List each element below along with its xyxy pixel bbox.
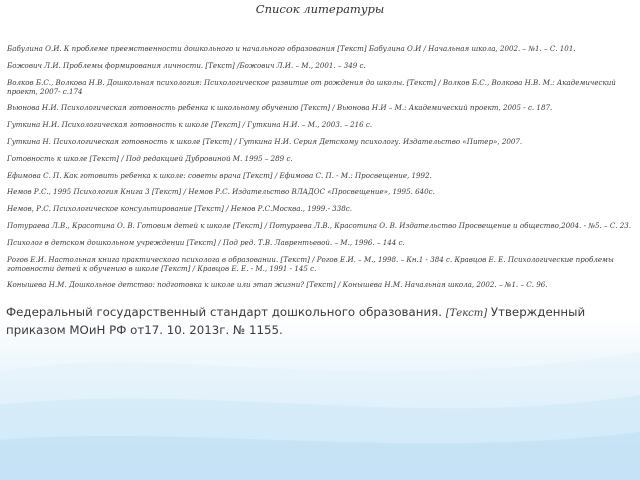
reference-item: Божович Л.И. Проблемы формирования личности. [Текст] /Божович Л.И. – М., 2001. – 349 с. [7, 60, 366, 70]
reference-item: Психолог в детском дошкольном учреждении [Текст] / Под ред. Т.В. Лаврентьевой. – М., 1996. – 144 с. [7, 237, 405, 247]
reference-item: Гуткина Н. Психологическая готовность к школе [Текст] / Гуткина Н.И. Серия Детскому психологу. Издательство «Питер», 2007. [7, 136, 523, 146]
reference-item: Готовность к школе [Текст] / Под редакцией Дубровиной М. 1995 – 289 с. [7, 153, 293, 163]
reference-item: Волков Б.С., Волкова Н.В. Дошкольная психология: Психологическое развитие от рождения до школы. [Текст] / Волков Б.С., Волкова Н.В. М.: Академический проект, 2007- с.174 [7, 77, 616, 96]
reference-item: Конышева Н.М. Дошкольное детство: подготовка к школе или этап жизни? [Текст] / Конышева Н.М. Начальная школа, 2002. – №1. – С. 96. [7, 280, 548, 290]
final-reference [6, 304, 634, 339]
reference-item: Потураева Л.В., Красотина О. В. Готовим детей к школе [Текст] / Потураева Л.В., Красотина О. В. Издательство Просвещение и общество,2004. - №5. – С. 23. [7, 220, 632, 230]
reference-item: Гуткина Н.И. Психологическая готовность к школе [Текст] / Гуткина Н.И. – М., 2003. – 216 с. [7, 120, 373, 130]
reference-item: Ефимова С. П. Как готовить ребенка к школе: советы врача [Текст] / Ефимова С. П. - М.: Просвещение, 1992. [7, 170, 432, 180]
final-reference-marker: [Текст] [445, 308, 488, 319]
reference-item: Бабулина О.И. К проблеме преемственности дошкольного и начального образования [Текст] Бабулина О.И / Начальная школа, 2002. – №1. – С. 101. [7, 44, 576, 53]
final-reference-details: Утвержденный приказом МОиН РФ от17. 10. 2013г. № 1155. [6, 305, 586, 337]
reference-item: Вьюнова Н.И. Психологическая готовность ребенка к школьному обучению [Текст] / Вьюнова Н.И – М.: Академический проект, 2005 - с. 187. [7, 103, 553, 113]
final-reference-title: Федеральный государственный стандарт дошкольного образования. [6, 305, 442, 319]
reference-item: Рогов Е.И. Настольная книга практического психолога в образовании. [Текст] / Рогов Е.И. – М., 1998. – Кн.1 - 384 с. Кравцов Е. Е. Психологические проблемы готовности детей к обучению в школе [Текст] / Кравцов Е. Е. - М., 1991 - 145 с. [7, 254, 614, 273]
slide-title: Список литературы [255, 2, 385, 16]
reference-list [7, 44, 633, 297]
reference-item: Немов Р.С., 1995 Психология Книга 3 [Текст] / Немов Р.С. Издательство ВЛАДОС «Просвещение», 1995. 640с. [7, 187, 435, 197]
reference-item: Немов, Р.С. Психологическое консультирование [Текст] / Немов Р.С.Москва., 1999.- 338с. [7, 204, 352, 214]
